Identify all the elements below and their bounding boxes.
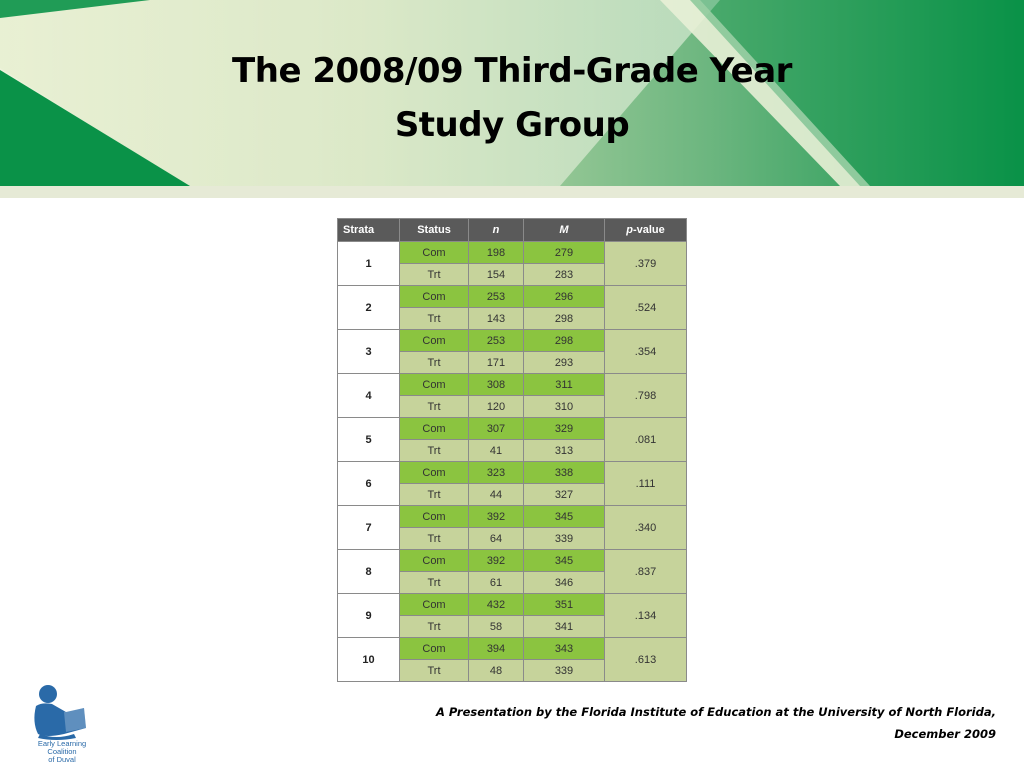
status-cell: Trt: [400, 308, 469, 330]
status-cell: Trt: [400, 264, 469, 286]
n-cell: 307: [469, 418, 524, 440]
strata-cell: 6: [338, 462, 400, 506]
n-cell: 392: [469, 550, 524, 572]
p-value-cell: .111: [605, 462, 687, 506]
strata-cell: 5: [338, 418, 400, 462]
n-cell: 432: [469, 594, 524, 616]
status-cell: Com: [400, 594, 469, 616]
n-cell: 41: [469, 440, 524, 462]
status-cell: Com: [400, 506, 469, 528]
m-cell: 293: [524, 352, 605, 374]
status-cell: Trt: [400, 484, 469, 506]
table-row: [338, 550, 687, 572]
header-strata: Strata: [338, 219, 400, 242]
status-cell: Trt: [400, 616, 469, 638]
n-cell: 253: [469, 330, 524, 352]
status-cell: Trt: [400, 352, 469, 374]
status-cell: Com: [400, 638, 469, 660]
p-value-cell: .613: [605, 638, 687, 682]
footer-credit: [376, 701, 996, 745]
strata-cell: 1: [338, 242, 400, 286]
table-row: [338, 638, 687, 660]
n-cell: 154: [469, 264, 524, 286]
header-m: M: [524, 219, 605, 242]
n-cell: 323: [469, 462, 524, 484]
m-cell: 329: [524, 418, 605, 440]
n-cell: 64: [469, 528, 524, 550]
p-value-cell: .798: [605, 374, 687, 418]
table-row: [338, 374, 687, 396]
strata-cell: 10: [338, 638, 400, 682]
table-body: [338, 242, 687, 682]
p-value-cell: .081: [605, 418, 687, 462]
strata-cell: 7: [338, 506, 400, 550]
logo-text-line-1: Early Learning Coalition: [37, 739, 87, 756]
strata-cell: 9: [338, 594, 400, 638]
n-cell: 392: [469, 506, 524, 528]
header-value-suffix: -value: [632, 224, 665, 236]
header-status: Status: [400, 219, 469, 242]
status-cell: Com: [400, 330, 469, 352]
n-cell: 61: [469, 572, 524, 594]
m-cell: 339: [524, 528, 605, 550]
p-value-cell: .379: [605, 242, 687, 286]
m-cell: 283: [524, 264, 605, 286]
child-reading-book-icon: [26, 682, 98, 740]
n-cell: 394: [469, 638, 524, 660]
footer-line-1: A Presentation by the Florida Institute of Education at the University of North Florida,: [435, 705, 996, 719]
header-p-value: [605, 219, 687, 242]
title-line-2: Study Group: [394, 105, 630, 145]
m-cell: 341: [524, 616, 605, 638]
p-value-cell: .340: [605, 506, 687, 550]
status-cell: Trt: [400, 572, 469, 594]
logo-text-line-2: of Duval: [48, 755, 76, 764]
m-cell: 298: [524, 308, 605, 330]
p-value-cell: .837: [605, 550, 687, 594]
status-cell: Com: [400, 418, 469, 440]
p-value-cell: .134: [605, 594, 687, 638]
status-cell: Com: [400, 242, 469, 264]
status-cell: Trt: [400, 440, 469, 462]
n-cell: 120: [469, 396, 524, 418]
strata-cell: 8: [338, 550, 400, 594]
n-cell: 143: [469, 308, 524, 330]
header-p: p: [626, 224, 633, 236]
table-row: [338, 330, 687, 352]
footer-line-2: December 2009: [894, 727, 996, 741]
status-cell: Trt: [400, 660, 469, 682]
m-cell: 298: [524, 330, 605, 352]
p-value-cell: .524: [605, 286, 687, 330]
m-cell: 311: [524, 374, 605, 396]
m-cell: 338: [524, 462, 605, 484]
table-row: [338, 418, 687, 440]
table-row: [338, 594, 687, 616]
m-cell: 345: [524, 550, 605, 572]
m-cell: 327: [524, 484, 605, 506]
study-group-table: [337, 218, 687, 682]
page-title: [112, 44, 912, 152]
header-n: n: [469, 219, 524, 242]
status-cell: Com: [400, 374, 469, 396]
m-cell: 343: [524, 638, 605, 660]
table-row: [338, 286, 687, 308]
n-cell: 198: [469, 242, 524, 264]
status-cell: Com: [400, 286, 469, 308]
m-cell: 345: [524, 506, 605, 528]
n-cell: 253: [469, 286, 524, 308]
logo-text: [26, 740, 98, 764]
p-value-cell: .354: [605, 330, 687, 374]
table-header-row: [338, 219, 687, 242]
n-cell: 44: [469, 484, 524, 506]
title-line-1: The 2008/09 Third-Grade Year: [232, 51, 792, 91]
m-cell: 339: [524, 660, 605, 682]
logo: [26, 682, 98, 764]
table-row: [338, 506, 687, 528]
n-cell: 48: [469, 660, 524, 682]
table-row: [338, 242, 687, 264]
n-cell: 308: [469, 374, 524, 396]
m-cell: 279: [524, 242, 605, 264]
n-cell: 171: [469, 352, 524, 374]
strata-cell: 3: [338, 330, 400, 374]
m-cell: 310: [524, 396, 605, 418]
m-cell: 296: [524, 286, 605, 308]
table-row: [338, 462, 687, 484]
n-cell: 58: [469, 616, 524, 638]
status-cell: Trt: [400, 528, 469, 550]
status-cell: Trt: [400, 396, 469, 418]
m-cell: 351: [524, 594, 605, 616]
status-cell: Com: [400, 462, 469, 484]
m-cell: 346: [524, 572, 605, 594]
strata-cell: 2: [338, 286, 400, 330]
strata-cell: 4: [338, 374, 400, 418]
m-cell: 313: [524, 440, 605, 462]
status-cell: Com: [400, 550, 469, 572]
